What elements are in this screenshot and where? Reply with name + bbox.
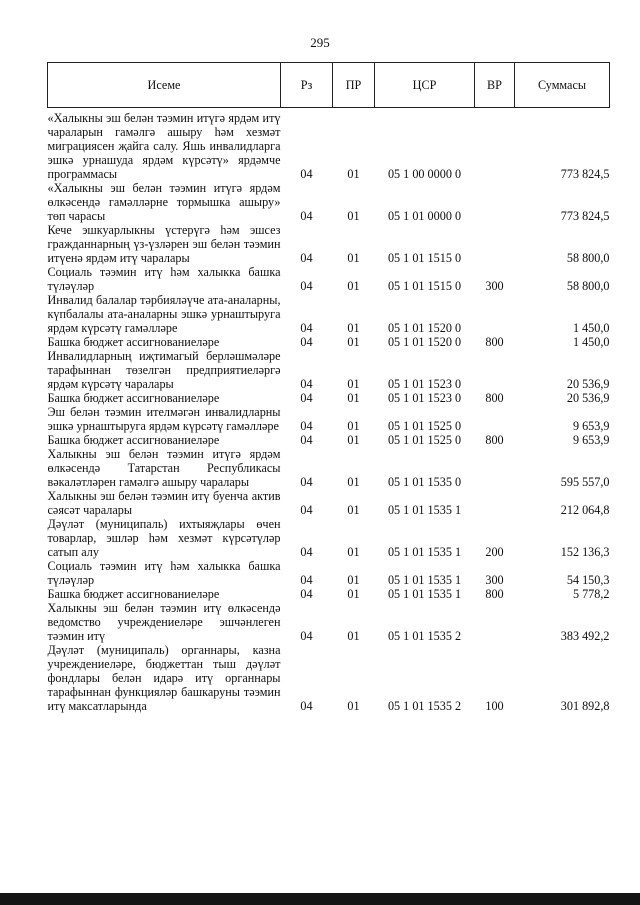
row-sum: 20 536,9 [566,391,610,405]
header-sum: Суммасы [515,63,610,108]
row-pr: 01 [347,503,360,517]
row-vr [475,447,515,489]
table-row [48,643,610,713]
row-rz: 04 [300,321,313,335]
row-vr: 800 [485,433,504,447]
table-header-row [48,63,610,108]
table-row [48,405,610,433]
budget-table [47,62,610,713]
row-pr: 01 [347,335,360,349]
row-rz: 04 [300,209,313,223]
table-row [48,489,610,517]
row-pr: 01 [347,573,360,587]
row-sum: 54 150,3 [566,573,610,587]
table-row [48,335,610,349]
row-csr: 05 1 01 1520 0 [387,321,462,335]
row-name: Инвалид балалар тәрбияләүче ата-аналарны, күпбалалы ата-аналарны эшкә урнаштыруга ярдәм күрсәтү гамәлләре [47,293,281,335]
row-vr [475,108,515,182]
row-csr: 05 1 01 1535 0 [387,475,462,489]
header-name: Исеме [48,63,281,108]
row-csr: 05 1 01 1525 0 [387,419,462,433]
row-pr: 01 [347,391,360,405]
row-csr: 05 1 01 1535 2 [387,699,462,713]
row-rz: 04 [300,167,313,181]
row-name: Дәүләт (муниципаль) ихтыяҗлары өчен товарлар, эшләр һәм хезмәт күрсәтүләр сатып алу [47,517,281,559]
row-pr: 01 [347,279,360,293]
row-rz: 04 [300,545,313,559]
row-csr: 05 1 01 1525 0 [387,433,462,447]
row-rz: 04 [300,433,313,447]
row-vr [475,601,515,643]
table-row [48,601,610,643]
row-pr: 01 [347,251,360,265]
row-rz: 04 [300,475,313,489]
row-sum: 595 557,0 [560,475,610,489]
row-name: Башка бюджет ассигнованиеләре [47,391,220,405]
row-rz: 04 [300,419,313,433]
row-sum: 383 492,2 [560,629,610,643]
table-row [48,587,610,601]
row-csr: 05 1 01 1535 2 [387,629,462,643]
row-pr: 01 [347,475,360,489]
header-rz: Рз [281,63,333,108]
row-vr [475,405,515,433]
row-name: Халыкны эш белән тәэмин итү буенча актив сәясәт чаралары [47,489,281,517]
row-name: Дәүләт (муниципаль) органнары, казна учреждениеләре, бюджеттан тыш дәүләт фондлары белән идарә итү органнары тарафыннан функцияләр башкаруны тәэмин итү максатларында [47,643,281,713]
row-sum: 1 450,0 [572,335,610,349]
row-csr: 05 1 01 0000 0 [387,209,462,223]
table-row [48,349,610,391]
row-csr: 05 1 01 1523 0 [387,377,462,391]
row-csr: 05 1 01 1520 0 [387,335,462,349]
row-pr: 01 [347,699,360,713]
row-pr: 01 [347,433,360,447]
scan-bottom-edge [0,893,640,905]
row-name: Социаль тәэмин итү һәм халыкка башка түләүләр [47,265,281,293]
row-vr [475,349,515,391]
row-name: Эш белән тәэмин ителмәгән инвалидларны эшкә урнаштыруга ярдәм күрсәтү гамәлләре [47,405,281,433]
row-csr: 05 1 01 1535 1 [387,587,462,601]
row-vr: 300 [485,279,504,293]
table-row [48,391,610,405]
row-pr: 01 [347,419,360,433]
row-sum: 1 450,0 [572,321,610,335]
row-rz: 04 [300,251,313,265]
row-csr: 05 1 01 1515 0 [387,279,462,293]
row-csr: 05 1 01 1535 1 [387,503,462,517]
table-row [48,447,610,489]
header-vr: ВР [475,63,515,108]
row-rz: 04 [300,335,313,349]
row-name: Халыкны эш белән тәэмин итү өлкәсендә ведомство учреждениеләре эшчәнлеген тәэмин итү [47,601,281,643]
table-row [48,517,610,559]
row-vr [475,181,515,223]
row-rz: 04 [300,629,313,643]
row-vr: 800 [485,587,504,601]
row-sum: 212 064,8 [560,503,610,517]
row-rz: 04 [300,587,313,601]
row-vr: 200 [485,545,504,559]
row-name: Башка бюджет ассигнованиеләре [47,433,220,447]
row-csr: 05 1 01 1515 0 [387,251,462,265]
row-rz: 04 [300,391,313,405]
row-pr: 01 [347,545,360,559]
row-rz: 04 [300,377,313,391]
row-pr: 01 [347,321,360,335]
row-sum: 152 136,3 [560,545,610,559]
row-sum: 5 778,2 [572,587,610,601]
header-pr: ПР [333,63,375,108]
row-vr [475,293,515,335]
table-row [48,181,610,223]
row-name: «Халыкны эш белән тәэмин итүгә ярдәм итү чараларын гамәлгә ашыру һәм хезмәт миграциясен җайга салу. Яшь инвалидларга эшкә урнашуда ярдәм күрсәтү» ярдәмче программасы [47,111,281,181]
row-csr: 05 1 00 0000 0 [387,167,462,181]
row-sum: 773 824,5 [560,167,610,181]
row-vr: 300 [485,573,504,587]
table-row [48,433,610,447]
row-rz: 04 [300,279,313,293]
page-number: 295 [310,35,330,50]
table-row [48,223,610,265]
table-row [48,293,610,335]
row-name: Башка бюджет ассигнованиеләре [47,335,220,349]
row-name: Халыкны эш белән тәэмин итүгә ярдәм өлкәсендә Татарстан Республикасы вәкаләтләрен гамәлгә ашыру чаралары [47,447,281,489]
row-pr: 01 [347,629,360,643]
row-name: Социаль тәэмин итү һәм халыкка башка түләүләр [47,559,281,587]
row-pr: 01 [347,587,360,601]
row-vr [475,489,515,517]
row-pr: 01 [347,377,360,391]
row-name: Башка бюджет ассигнованиеләре [47,587,220,601]
row-rz: 04 [300,503,313,517]
row-vr: 800 [485,335,504,349]
row-sum: 58 800,0 [566,251,610,265]
row-sum: 9 653,9 [572,433,610,447]
row-pr: 01 [347,167,360,181]
row-vr: 800 [485,391,504,405]
row-rz: 04 [300,699,313,713]
table-row [48,108,610,182]
row-csr: 05 1 01 1535 1 [387,573,462,587]
row-sum: 20 536,9 [566,377,610,391]
row-sum: 58 800,0 [566,279,610,293]
row-sum: 773 824,5 [560,209,610,223]
table-row [48,559,610,587]
row-csr: 05 1 01 1523 0 [387,391,462,405]
row-name: Кече эшкуарлыкны үстерүгә һәм эшсез гражданнарның үз-үзләрен эш белән тәэмин итүенә ярдәм итү чаралары [47,223,281,265]
row-sum: 301 892,8 [560,699,610,713]
table-row [48,265,610,293]
row-sum: 9 653,9 [572,419,610,433]
row-name: Инвалидларның иҗтимагый берләшмәләре тарафыннан төзелгән предприятиеләргә ярдәм күрсәтү чаралары [47,349,281,391]
row-rz: 04 [300,573,313,587]
row-name: «Халыкны эш белән тәэмин итүгә ярдәм өлкәсендә гамәлләрне тормышка ашыру» төп чарасы [47,181,281,223]
header-csr: ЦСР [375,63,475,108]
row-pr: 01 [347,209,360,223]
row-vr [475,223,515,265]
row-csr: 05 1 01 1535 1 [387,545,462,559]
row-vr: 100 [485,699,504,713]
